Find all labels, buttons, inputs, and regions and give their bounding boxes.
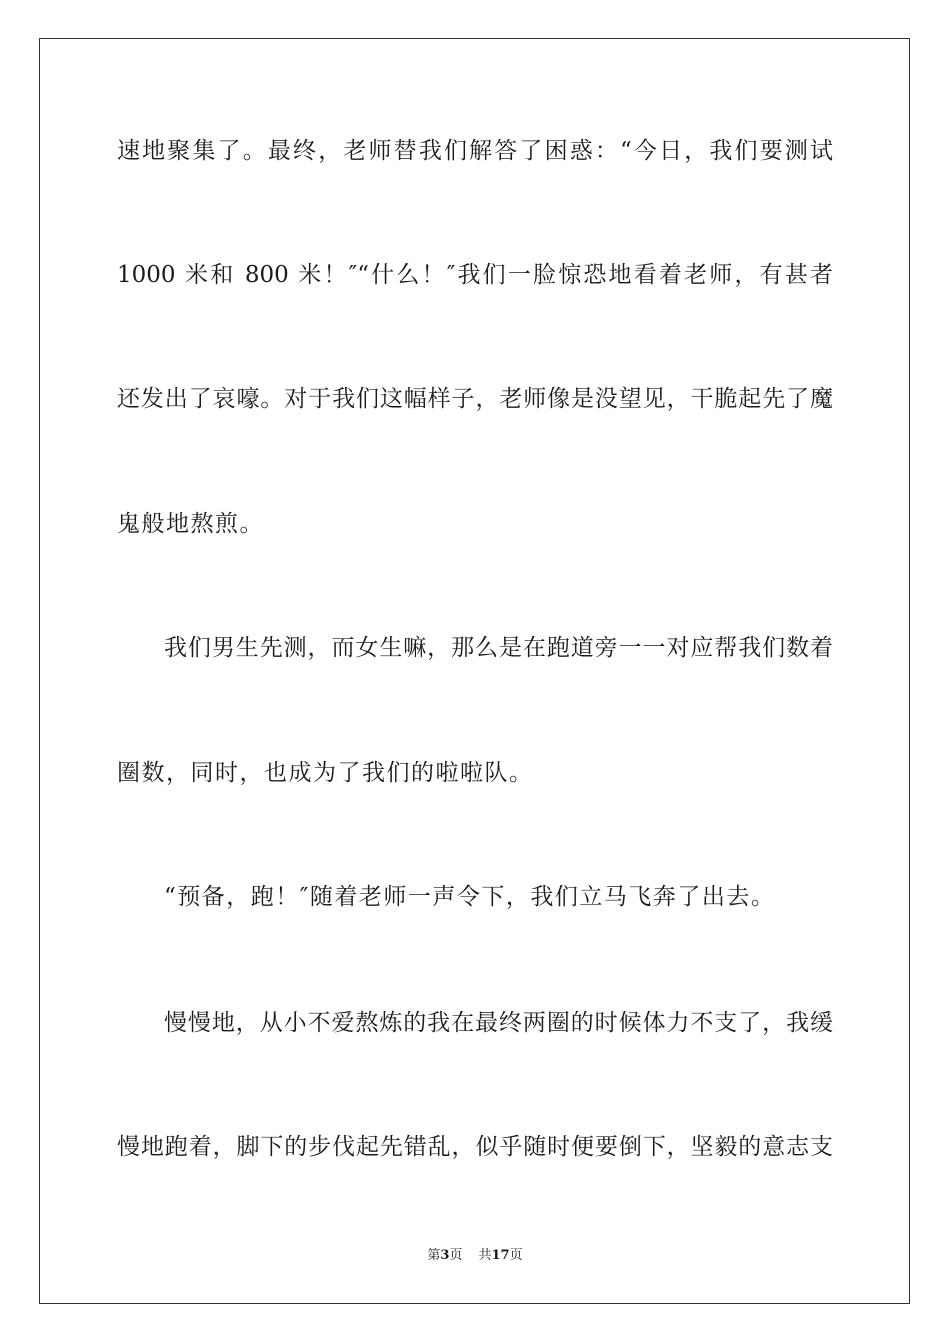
footer-page-suffix: 页: [449, 1248, 463, 1263]
text-line-7: “预备，跑！″随着老师一声令下，我们立马飞奔了出去。: [164, 884, 776, 910]
footer-total-suffix: 页: [509, 1248, 523, 1263]
text-line-3: 还发出了哀嚎。对于我们这幅样子，老师像是没望见，干脆起先了魔: [117, 386, 833, 412]
text-line-8: 慢慢地，从小不爱熬炼的我在最终两圈的时候体力不支了，我缓: [164, 1010, 833, 1036]
footer-page-prefix: 第: [427, 1248, 441, 1263]
footer-total-prefix: 共: [478, 1248, 492, 1263]
text-line-1: 速地聚集了。最终，老师替我们解答了困惑：“今日，我们要测试: [117, 138, 833, 164]
text-line-6: 圈数，同时，也成为了我们的啦啦队。: [117, 760, 534, 786]
text-line-4: 鬼般地熬煎。: [117, 511, 264, 537]
footer-page-number: 3: [440, 1248, 450, 1263]
page-footer: [0, 1248, 950, 1264]
text-line-2: 1000 米和 800 米！″“什么！″我们一脸惊恐地看着老师，有甚者: [117, 262, 833, 288]
page-border: [39, 38, 910, 1304]
footer-total-pages: 17: [491, 1248, 510, 1263]
text-line-9: 慢地跑着，脚下的步伐起先错乱，似乎随时便要倒下，坚毅的意志支: [117, 1134, 833, 1160]
text-line-5: 我们男生先测，而女生嘛，那么是在跑道旁一一对应帮我们数着: [164, 635, 833, 661]
